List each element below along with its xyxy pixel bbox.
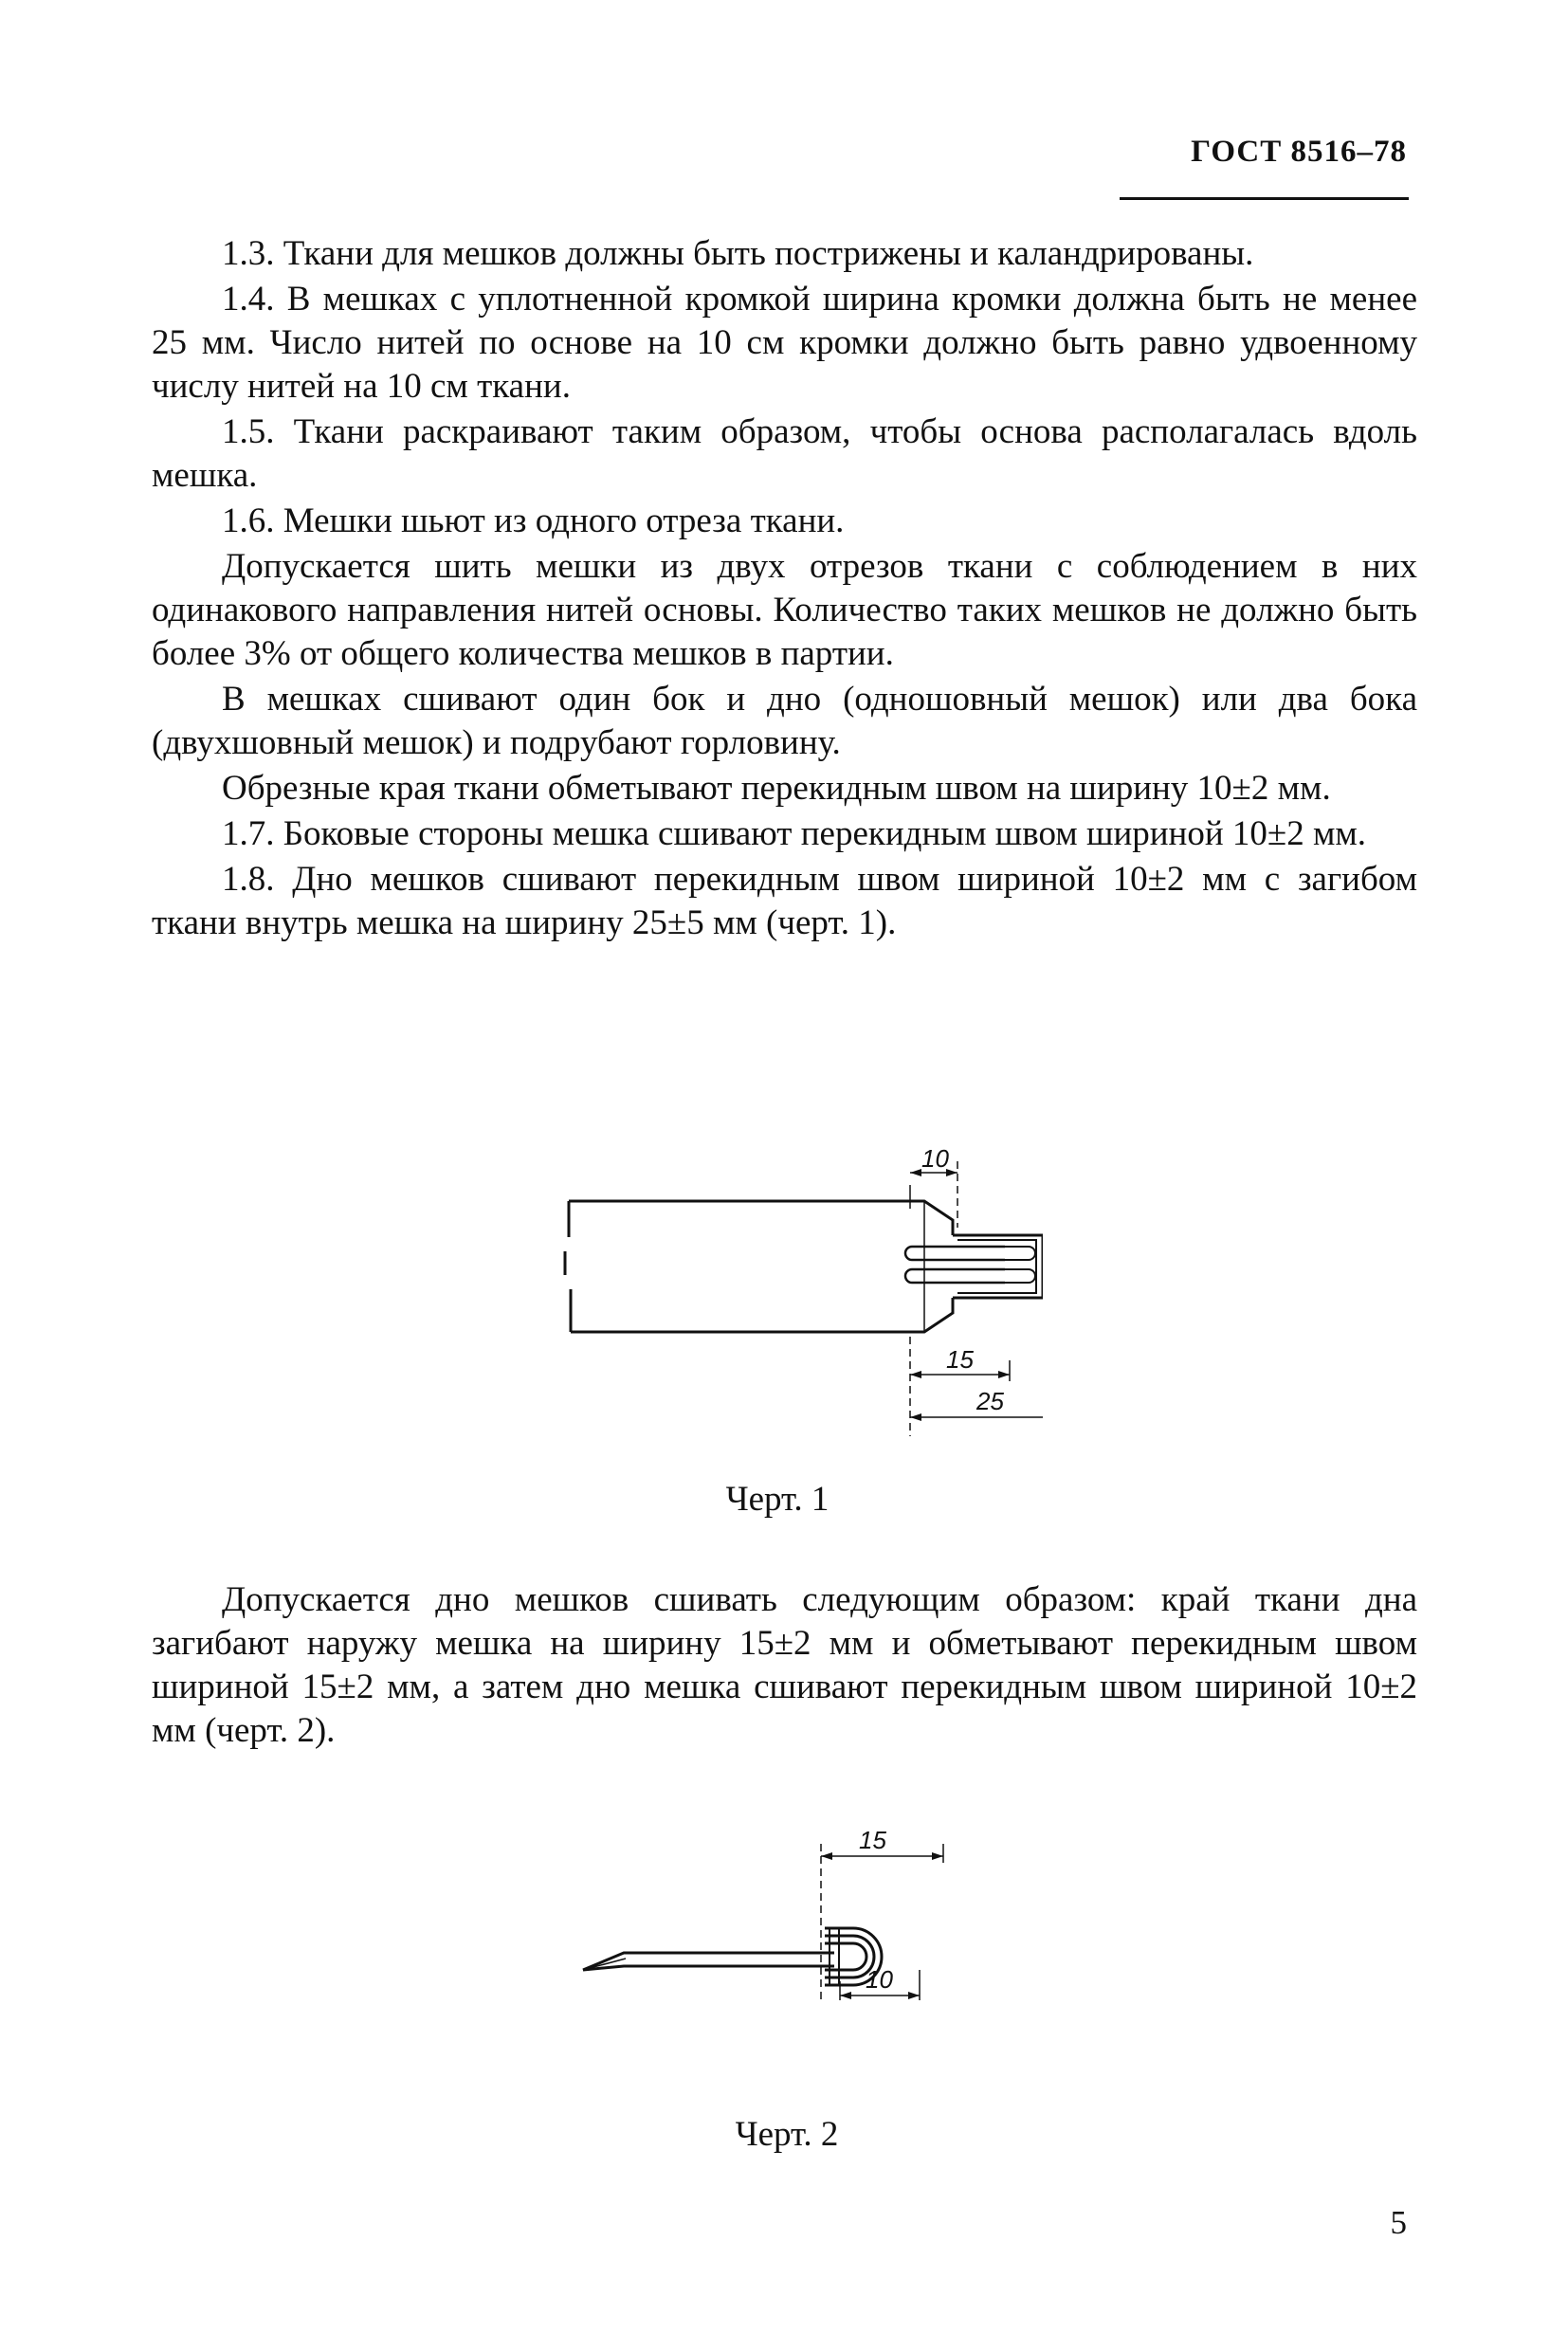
figure-2-caption: Черт. 2 [735, 2115, 839, 2154]
paragraph-1-6: 1.6. Мешки шьют из одного отреза ткани. [222, 501, 845, 540]
figure-1-caption: Черт. 1 [725, 1480, 830, 1519]
paragraph-1-7: 1.7. Боковые стороны мешка сшивают перекидным швом шириной 10±2 мм. [222, 814, 1367, 853]
fig2-dim-10-label: 10 [866, 1965, 893, 1994]
paragraph-1-4: 1.4. В мешках с уплотненной кромкой ширина кромки должна быть не менее 25 мм. Число нитей по основе на 10 см кромки должно быть равно удвоенному числу нитей на 10 см ткани. [152, 280, 1417, 406]
figure-1-drawing [550, 1133, 1043, 1455]
paragraph-alternative-bottom: Допускается дно мешков сшивать следующим образом: край ткани дна загибают наружу мешка на ширину 15±2 мм и обметывают перекидным швом шириной 15±2 мм, а затем дно мешка сшивают перекидным швом шириной 10±2 мм (черт. 2). [152, 1580, 1417, 1750]
paragraph-1-3: 1.3. Ткани для мешков должны быть пострижены и каландрированы. [222, 234, 1254, 273]
paragraph-edges: Обрезные края ткани обметывают перекидным швом на ширину 10±2 мм. [222, 769, 1331, 808]
paragraph-allowance-two-pieces: Допускается шить мешки из двух отрезов ткани с соблюдением в них одинакового направления нитей основы. Количество таких мешков не должно быть более 3% от общего количества мешков в партии. [152, 547, 1417, 673]
fig1-dim-15-label: 15 [946, 1345, 974, 1374]
body-text-middle [152, 1578, 1417, 1753]
fig2-dim-15-label: 15 [859, 1826, 886, 1854]
paragraph-seams: В мешках сшивают один бок и дно (одношовный мешок) или два бока (двухшовный мешок) и подрубают горловину. [152, 680, 1417, 762]
paragraph-1-8: 1.8. Дно мешков сшивают перекидным швом шириной 10±2 мм с загибом ткани внутрь мешка на ширину 25±5 мм (черт. 1). [152, 860, 1417, 942]
body-text-top [152, 232, 1417, 945]
fig1-dim-10-label: 10 [921, 1144, 949, 1173]
fig1-dim-25-label: 25 [976, 1387, 1004, 1415]
paragraph-1-5: 1.5. Ткани раскраивают таким образом, чтобы основа располагалась вдоль мешка. [152, 412, 1417, 495]
page-number: 5 [1390, 2204, 1407, 2241]
document-code: ГОСТ 8516–78 [1191, 135, 1407, 169]
figure-2-drawing [569, 1801, 967, 2000]
header-rule [1120, 197, 1409, 200]
